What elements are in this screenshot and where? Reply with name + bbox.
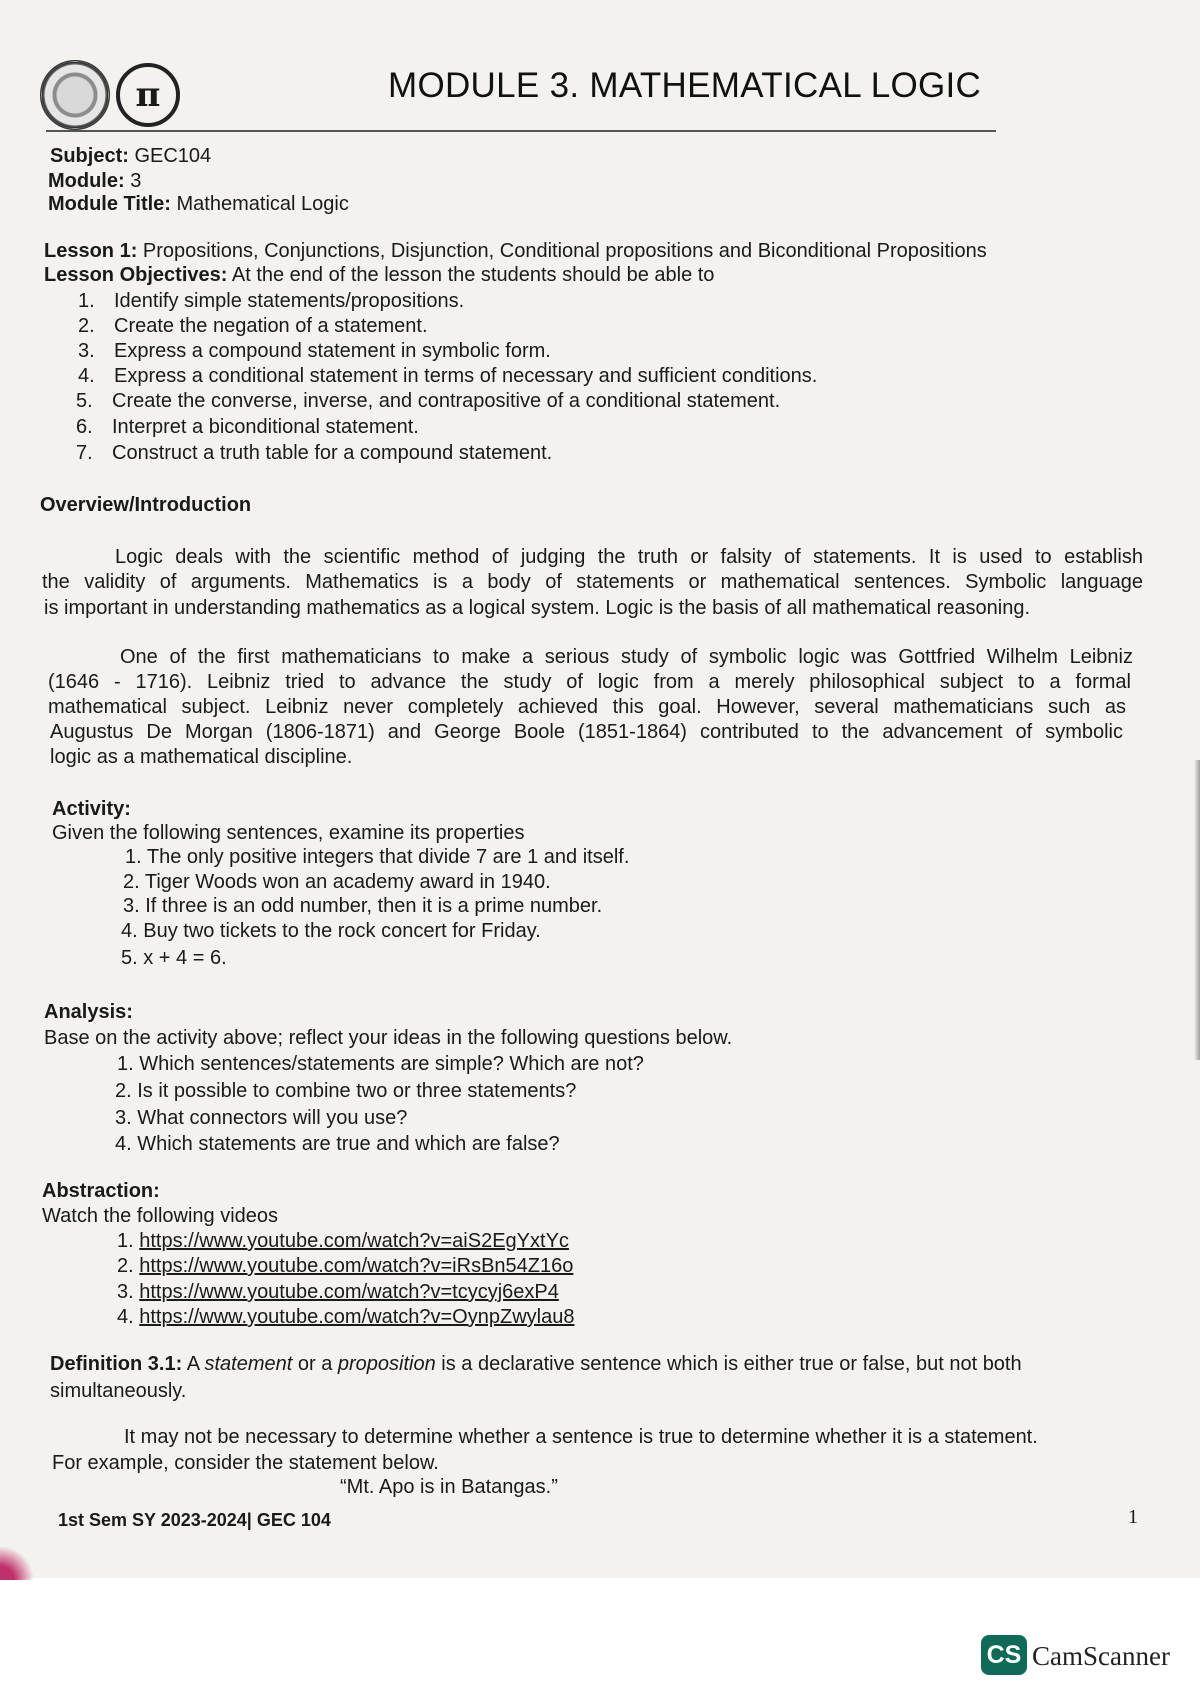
video-link-item: 1. https://www.youtube.com/watch?v=aiS2EgYxtYc — [117, 1230, 569, 1252]
analysis-intro: Base on the activity above; reflect your ideas in the following questions below. — [44, 1027, 733, 1049]
overview-paragraph-line: mathematical subject. Leibniz never completely achieved this goal. However, several mathematicians such as — [48, 696, 1126, 718]
objective-item: 5. Create the converse, inverse, and contrapositive of a conditional statement. — [76, 390, 781, 412]
header-logos — [40, 60, 180, 130]
activity-item: 1. The only positive integers that divide 7 are 1 and itself. — [125, 846, 630, 868]
overview-heading: Overview/Introduction — [40, 494, 252, 516]
definition-label: Definition 3.1: — [50, 1353, 183, 1375]
overview-paragraph-line: Logic deals with the scientific method of judging the truth or falsity of statements. It is used to establish — [115, 546, 1143, 568]
overview-paragraph-line: logic as a mathematical discipline. — [50, 746, 353, 768]
camscanner-logo-icon: CS — [981, 1635, 1027, 1675]
footer-semester: 1st Sem SY 2023-2024| GEC 104 — [58, 1510, 331, 1530]
module-label: Module: — [48, 170, 125, 192]
activity-item: 5. x + 4 = 6. — [121, 947, 227, 969]
activity-item: 2. Tiger Woods won an academy award in 1940. — [123, 871, 551, 893]
note-line: For example, consider the statement below. — [52, 1452, 439, 1474]
video-link[interactable]: https://www.youtube.com/watch?v=tcycyj6exP4 — [139, 1281, 559, 1303]
objectives-intro: At the end of the lesson the students should be able to — [227, 264, 715, 286]
camscanner-watermark: CamScanner — [1032, 1641, 1170, 1671]
module-title-line — [48, 193, 349, 215]
module-value: 3 — [124, 170, 142, 192]
video-link-item: 2. https://www.youtube.com/watch?v=iRsBn54Z16o — [117, 1255, 574, 1277]
subject-value: GEC104 — [128, 145, 212, 167]
analysis-item: 4. Which statements are true and which are false? — [115, 1133, 560, 1155]
overview-paragraph-line: Augustus De Morgan (1806-1871) and George Boole (1851-1864) contributed to the advancement of symbolic — [50, 721, 1123, 743]
abstraction-heading: Abstraction: — [42, 1180, 160, 1202]
overview-paragraph-line: (1646 - 1716). Leibniz tried to advance the study of logic from a merely philosophical subject to a formal — [48, 671, 1131, 693]
objective-item: 4. Express a conditional statement in terms of necessary and sufficient conditions. — [78, 365, 818, 387]
math-department-logo: π — [116, 63, 180, 127]
overview-paragraph-line: One of the first mathematicians to make a serious study of symbolic logic was Gottfried Wilhelm Leibniz — [120, 646, 1133, 668]
header-divider — [46, 130, 996, 132]
abstraction-intro: Watch the following videos — [42, 1205, 279, 1227]
objective-item: 1. Identify simple statements/propositions. — [78, 290, 465, 312]
page-title: MODULE 3. MATHEMATICAL LOGIC — [388, 66, 982, 105]
overview-paragraph-line: the validity of arguments. Mathematics is a body of statements or mathematical sentences. Symbolic language — [42, 571, 1143, 593]
subject-line — [50, 145, 211, 167]
page-number: 1 — [1128, 1506, 1138, 1528]
activity-item: 4. Buy two tickets to the rock concert for Friday. — [121, 920, 541, 942]
objective-item: 3. Express a compound statement in symbolic form. — [78, 340, 551, 362]
note-line: It may not be necessary to determine whether a sentence is true to determine whether it is a statement. — [124, 1426, 1038, 1448]
objective-item: 6. Interpret a biconditional statement. — [76, 416, 419, 438]
objectives-line — [44, 264, 714, 286]
analysis-item: 1. Which sentences/statements are simple? Which are not? — [117, 1053, 644, 1075]
module-line — [48, 170, 141, 192]
video-link[interactable]: https://www.youtube.com/watch?v=aiS2EgYxtYc — [139, 1230, 569, 1252]
definition-line: Definition 3.1: A statement or a proposition is a declarative sentence which is either true or false, but not both — [50, 1353, 1022, 1375]
video-link-item: 4. https://www.youtube.com/watch?v=OynpZwylau8 — [117, 1306, 575, 1328]
module-title-value: Mathematical Logic — [170, 193, 349, 215]
lesson-line — [44, 240, 987, 262]
scan-artifact — [0, 1540, 40, 1580]
analysis-item: 2. Is it possible to combine two or three statements? — [115, 1080, 577, 1102]
video-link[interactable]: https://www.youtube.com/watch?v=iRsBn54Z16o — [139, 1255, 574, 1277]
analysis-heading: Analysis: — [44, 1001, 133, 1023]
module-title-label: Module Title: — [48, 193, 171, 215]
subject-label: Subject: — [50, 145, 129, 167]
scan-shadow — [1194, 760, 1200, 1060]
objective-item: 7. Construct a truth table for a compound statement. — [76, 442, 553, 464]
lesson-text: Propositions, Conjunctions, Disjunction, Conditional propositions and Biconditional Propositions — [137, 240, 987, 262]
definition-line: simultaneously. — [50, 1380, 187, 1402]
video-link-item: 3. https://www.youtube.com/watch?v=tcycyj6exP4 — [117, 1281, 559, 1303]
objectives-label: Lesson Objectives: — [44, 264, 228, 286]
example-quote: “Mt. Apo is in Batangas.” — [340, 1476, 558, 1498]
lesson-label: Lesson 1: — [44, 240, 138, 262]
overview-paragraph-line: is important in understanding mathematics as a logical system. Logic is the basis of all mathematical reasoning. — [44, 597, 1031, 619]
activity-intro: Given the following sentences, examine its properties — [52, 822, 525, 844]
activity-item: 3. If three is an odd number, then it is a prime number. — [123, 895, 603, 917]
objective-item: 2. Create the negation of a statement. — [78, 315, 428, 337]
university-seal-logo — [40, 60, 110, 130]
video-link[interactable]: https://www.youtube.com/watch?v=OynpZwylau8 — [139, 1306, 575, 1328]
activity-heading: Activity: — [52, 798, 131, 820]
analysis-item: 3. What connectors will you use? — [115, 1107, 408, 1129]
